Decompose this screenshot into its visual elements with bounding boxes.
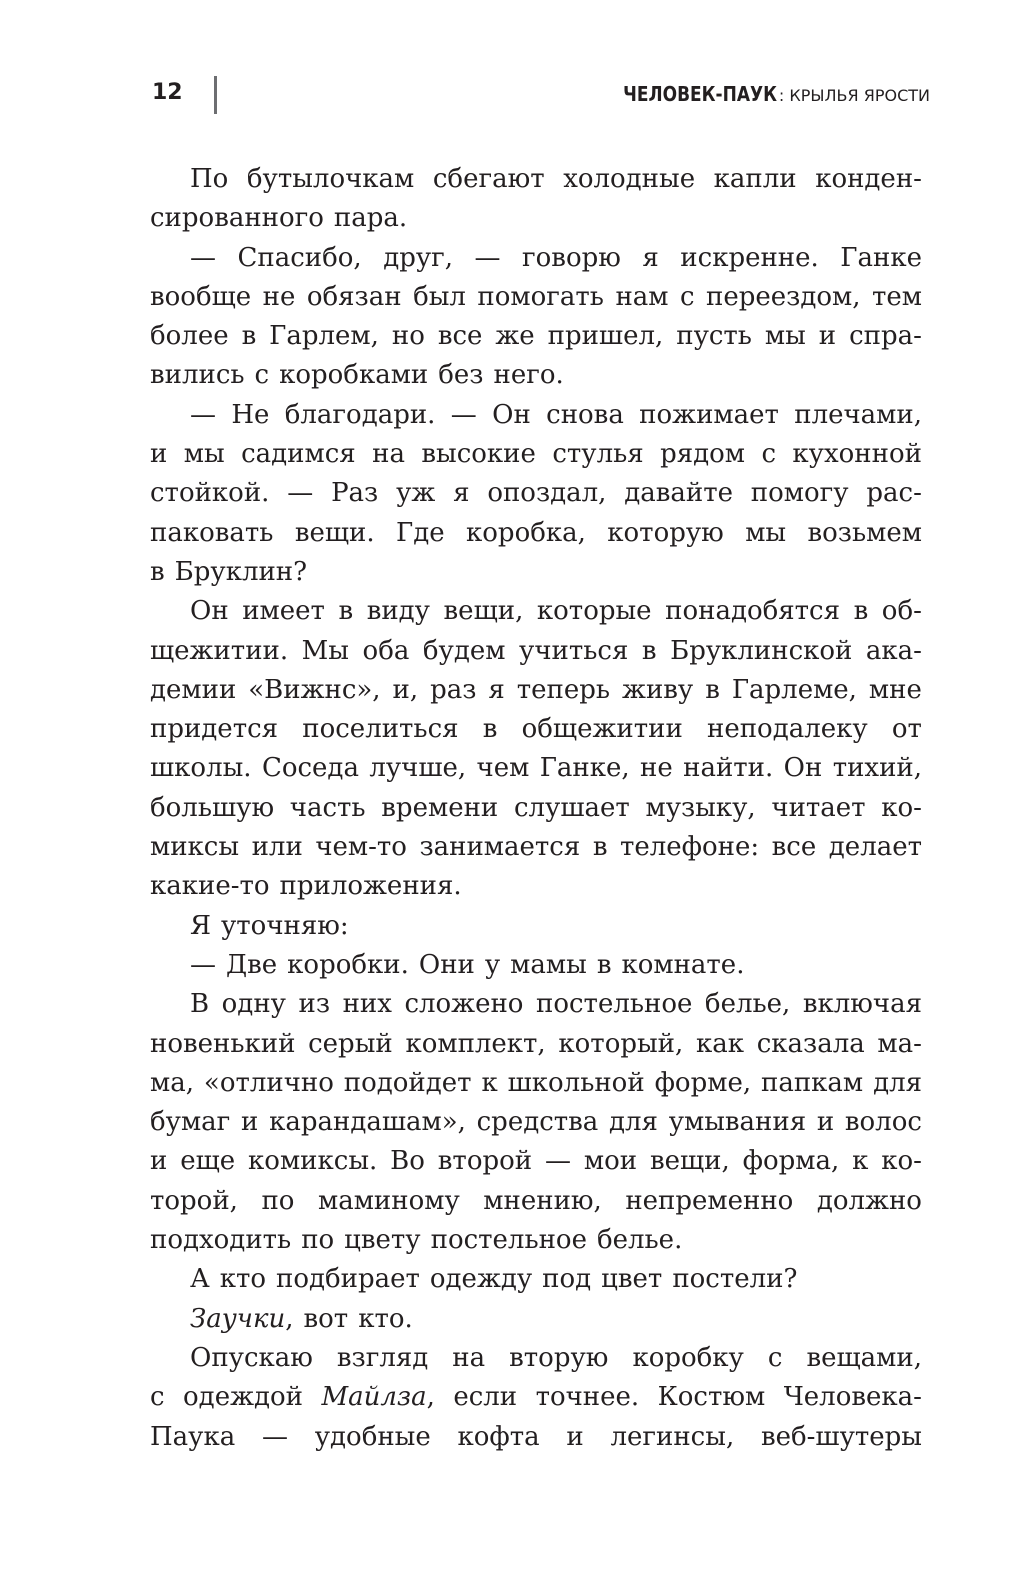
text-line: В одну из них сложено постельное белье, включая bbox=[190, 989, 922, 1020]
body-text bbox=[150, 160, 922, 1457]
text-line: Заучки, вот кто. bbox=[190, 1303, 413, 1334]
text-line: Он имеет в виду вещи, которые понадобятся в об- bbox=[190, 596, 922, 627]
text-line: щежитии. Мы оба будем учиться в Бруклинской ака- bbox=[150, 635, 922, 666]
text-line: большую часть времени слушает музыку, читает ко- bbox=[150, 792, 922, 823]
text-line: какие-то приложения. bbox=[150, 871, 462, 902]
running-head bbox=[152, 76, 930, 116]
text-line: — Две коробки. Они у мамы в комнате. bbox=[190, 949, 745, 980]
text-line: — Не благодари. — Он снова пожимает плечами, bbox=[190, 399, 922, 430]
text-line: Я уточняю: bbox=[190, 910, 349, 941]
book-title-sub: : КРЫЛЬЯ ЯРОСТИ bbox=[778, 86, 930, 105]
book-title-main: ЧЕЛОВЕК-ПАУК bbox=[623, 82, 777, 106]
text-line: Паука — удобные кофта и легинсы, веб-шутеры bbox=[150, 1421, 922, 1452]
text-line: ма, «отлично подойдет к школьной форме, папкам для bbox=[150, 1067, 922, 1098]
text-line: демии «Вижнс», и, раз я теперь живу в Гарлеме, мне bbox=[150, 674, 922, 705]
text-line: в Бруклин? bbox=[150, 556, 308, 587]
text-line: бумаг и карандашам», средства для умывания и волос bbox=[150, 1107, 922, 1138]
text-line: придется поселиться в общежитии неподалеку от bbox=[150, 714, 922, 745]
text-line: новенький серый комплект, который, как сказала ма- bbox=[150, 1028, 922, 1059]
text-line: По бутылочкам сбегают холодные капли конден- bbox=[190, 164, 922, 194]
page-number: 12 bbox=[152, 80, 183, 105]
text-line: вообще не обязан был помогать нам с переездом, тем bbox=[150, 281, 922, 312]
text-line: А кто подбирает одежду под цвет постели? bbox=[190, 1264, 798, 1295]
text-line: вились с коробками без него. bbox=[150, 360, 564, 391]
text-line: — Спасибо, друг, — говорю я искренне. Ганке bbox=[190, 242, 922, 273]
text-line: с одеждой Майлза, если точнее. Костюм Человека- bbox=[150, 1382, 922, 1413]
text-line: более в Гарлем, но все же пришел, пусть мы и спра- bbox=[150, 321, 922, 352]
text-line: подходить по цвету постельное белье. bbox=[150, 1225, 683, 1256]
text-line: школы. Соседа лучше, чем Ганке, не найти. Он тихий, bbox=[150, 753, 922, 784]
text-line: миксы или чем-то занимается в телефоне: все делает bbox=[150, 832, 922, 863]
header-divider bbox=[214, 76, 217, 114]
book-title bbox=[596, 82, 930, 106]
text-line: сированного пара. bbox=[150, 203, 408, 234]
text-line: паковать вещи. Где коробка, которую мы возьмем bbox=[150, 517, 922, 548]
text-line: и мы садимся на высокие стулья рядом с кухонной bbox=[150, 439, 922, 470]
text-line: стойкой. — Раз уж я опоздал, давайте помогу рас- bbox=[150, 478, 922, 509]
text-line: торой, по маминому мнению, непременно должно bbox=[150, 1185, 922, 1216]
text-line: и еще комиксы. Во второй — мои вещи, форма, к ко- bbox=[150, 1146, 922, 1177]
text-line: Опускаю взгляд на вторую коробку с вещами, bbox=[190, 1342, 922, 1373]
